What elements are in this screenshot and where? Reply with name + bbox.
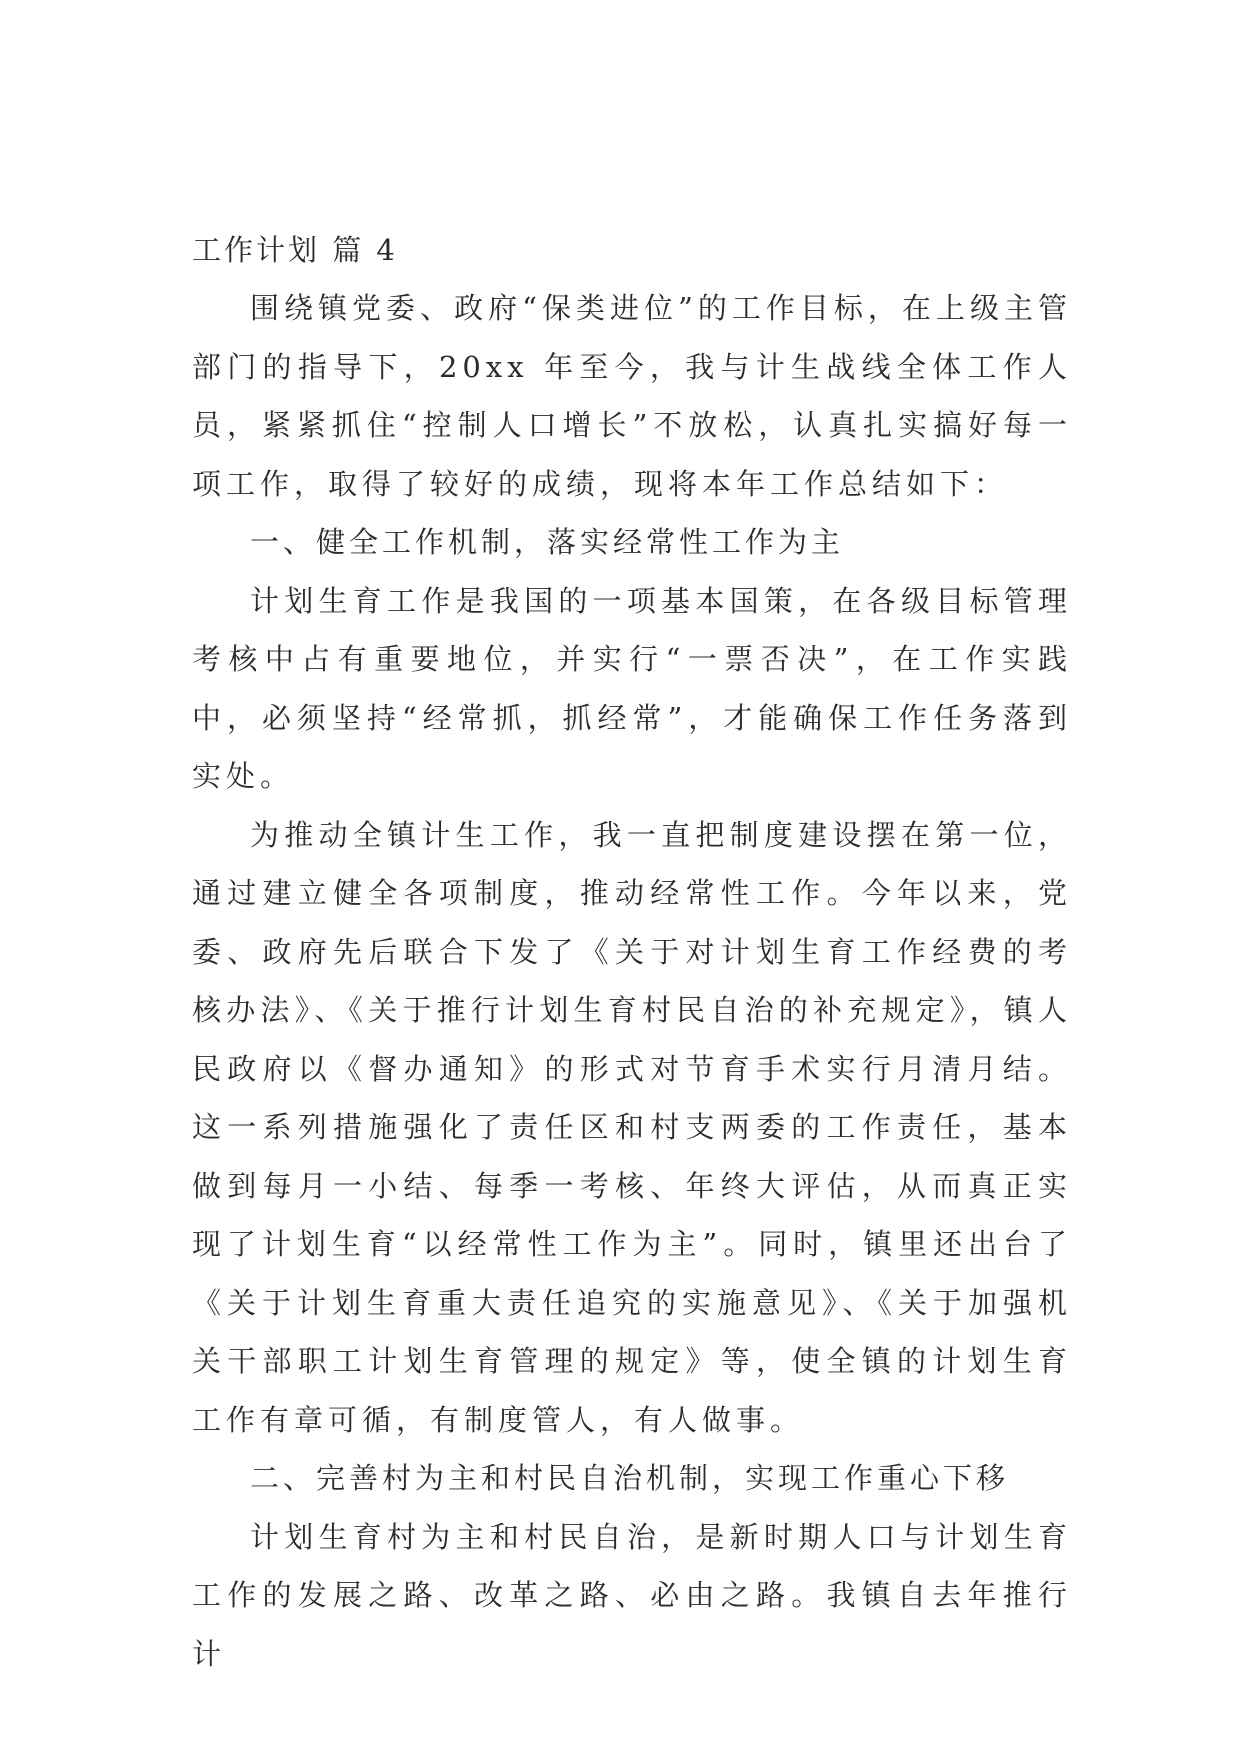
section-heading-1: 一、健全工作机制，落实经常性工作为主 [250,525,845,559]
body-paragraph: 计划生育村为主和村民自治，是新时期人口与计划生育工作的发展之路、改革之路、必由之路。我镇自去年推行计 [192,1519,1072,1671]
document-title: 工作计划 篇 4 [192,233,398,267]
intro-paragraph: 围绕镇党委、政府“保类进位”的工作目标，在上级主管部门的指导下，20xx 年至今，我与计生战线全体工作人员，紧紧抓住“控制人口增长”不放松，认真扎实搞好每一项工作，取得了较好的成绩，现将本年工作总结如下： [192,291,1072,501]
section-heading-2: 二、完善村为主和村民自治机制，实现工作重心下移 [250,1461,1010,1495]
body-paragraph: 为推动全镇计生工作，我一直把制度建设摆在第一位，通过建立健全各项制度，推动经常性工作。今年以来，党委、政府先后联合下发了《关于对计划生育工作经费的考核办法》、《关于推行计划生育村民自治的补充规定》，镇人民政府以《督办通知》的形式对节育手术实行月清月结。这一系列措施强化了责任区和村支两委的工作责任，基本做到每月一小结、每季一考核、年终大评估，从而真正实现了计划生育“以经常性工作为主”。同时，镇里还出台了《关于计划生育重大责任追究的实施意见》、《关于加强机关干部职工计划生育管理的规定》等，使全镇的计划生育工作有章可循，有制度管人，有人做事。 [192,817,1072,1437]
document-body [192,279,1072,1683]
body-paragraph: 计划生育工作是我国的一项基本国策，在各级目标管理考核中占有重要地位，并实行“一票否决”，在工作实践中，必须坚持“经常抓，抓经常”，才能确保工作任务落到实处。 [192,583,1072,793]
